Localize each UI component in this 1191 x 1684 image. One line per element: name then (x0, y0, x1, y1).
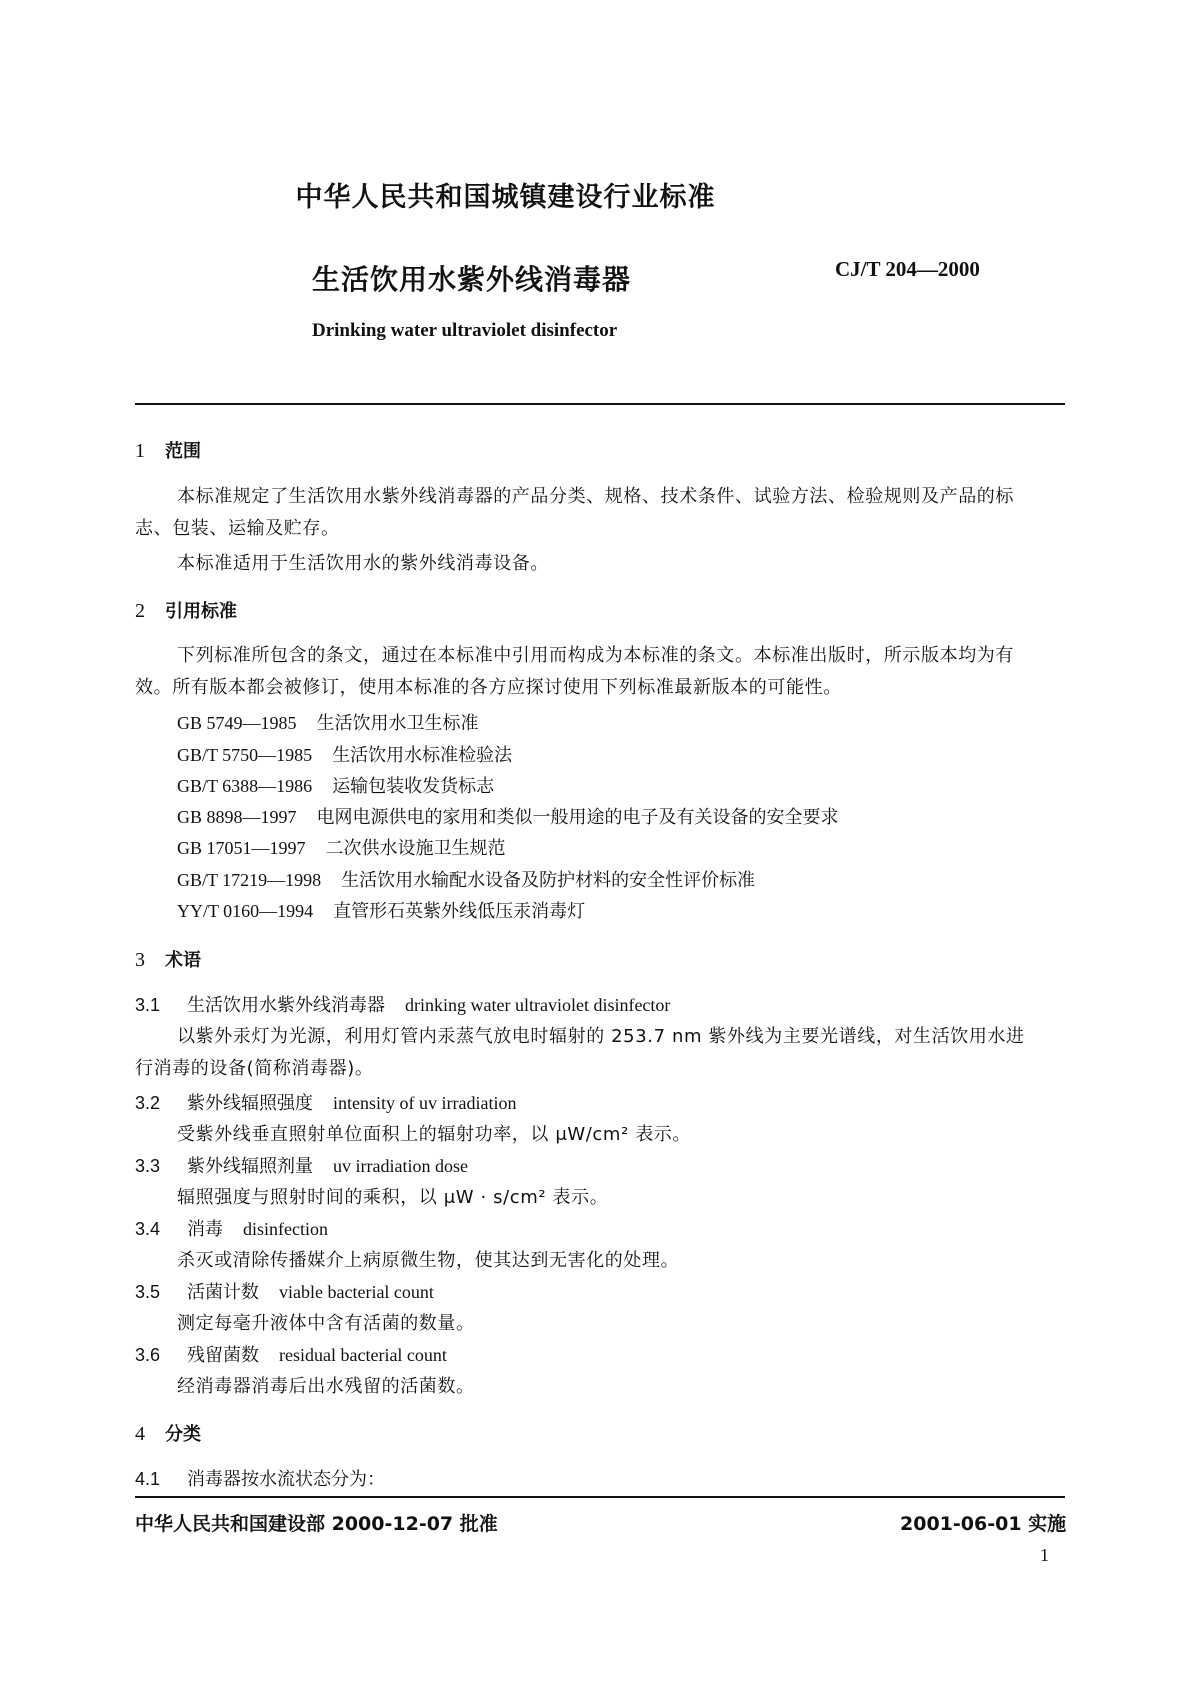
reference-item: GB/T 5750—1985 生活饮用水标准检验法 (177, 745, 513, 766)
term-3-5: 3.5 活菌计数 viable bacterial count (135, 1282, 434, 1303)
implementation-date: 2001-06-01 实施 (900, 1513, 1067, 1535)
section-2-paragraph-1: 下列标准所包含的条文，通过在本标准中引用而构成为本标准的条文。本标准出版时，所示版本均为有效。所有版本都会被修订，使用本标准的各方应探讨使用下列标准最新版本的可能性。 (135, 645, 1014, 698)
term-3-3-definition: 辐照强度与照射时间的乘积，以 μW · s/cm² 表示。 (177, 1187, 609, 1208)
header-divider (135, 403, 1065, 405)
footer-divider (135, 1496, 1065, 1498)
term-3-6: 3.6 残留菌数 residual bacterial count (135, 1345, 447, 1366)
term-3-6-definition: 经消毒器消毒后出水残留的活菌数。 (177, 1376, 475, 1397)
section-title: 术语 (165, 950, 201, 971)
term-3-2: 3.2 紫外线辐照强度 intensity of uv irradiation (135, 1093, 517, 1114)
section-1-paragraph-2: 本标准适用于生活饮用水的紫外线消毒设备。 (177, 553, 549, 574)
standard-type-heading: 中华人民共和国城镇建设行业标准 (295, 182, 716, 213)
section-number: 3 (135, 949, 145, 971)
reference-item: GB 17051—1997 二次供水设施卫生规范 (177, 838, 506, 859)
section-3-heading (135, 946, 201, 972)
term-3-3: 3.3 紫外线辐照剂量 uv irradiation dose (135, 1156, 468, 1177)
section-title: 范围 (165, 441, 201, 462)
document-title-english: Drinking water ultraviolet disinfector (312, 320, 618, 341)
term-3-1: 3.1 生活饮用水紫外线消毒器 drinking water ultraviolet disinfector (135, 995, 671, 1016)
section-1-heading (135, 437, 201, 463)
term-3-1-definition: 以紫外汞灯为光源，利用灯管内汞蒸气放电时辐射的 253.7 nm 紫外线为主要光谱线，对生活饮用水进行消毒的设备(简称消毒器)。 (135, 1026, 1025, 1079)
section-title: 分类 (165, 1424, 201, 1445)
section-1-paragraph-1: 本标准规定了生活饮用水紫外线消毒器的产品分类、规格、技术条件、试验方法、检验规则及产品的标志、包装、运输及贮存。 (135, 486, 1014, 539)
standard-code: CJ/T 204—2000 (835, 257, 980, 281)
reference-item: GB/T 17219—1998 生活饮用水输配水设备及防护材料的安全性评价标准 (177, 870, 756, 891)
section-number: 1 (135, 440, 145, 462)
approval-line: 中华人民共和国建设部 2000-12-07 批准 (135, 1513, 498, 1535)
section-2-heading (135, 597, 237, 623)
section-title: 引用标准 (165, 601, 237, 622)
reference-item: GB 5749—1985 生活饮用水卫生标准 (177, 713, 479, 734)
section-number: 2 (135, 600, 145, 622)
term-3-2-definition: 受紫外线垂直照射单位面积上的辐射功率，以 μW/cm² 表示。 (177, 1124, 692, 1145)
term-3-5-definition: 测定每毫升液体中含有活菌的数量。 (177, 1313, 475, 1334)
document-title-chinese: 生活饮用水紫外线消毒器 (312, 263, 632, 296)
section-4-heading (135, 1420, 201, 1446)
reference-item: GB/T 6388—1986 运输包装收发货标志 (177, 776, 495, 797)
clause-4-1: 4.1 消毒器按水流状态分为： (135, 1469, 385, 1490)
reference-item: GB 8898—1997 电网电源供电的家用和类似一般用途的电子及有关设备的安全要求 (177, 807, 839, 828)
term-3-4-definition: 杀灭或清除传播媒介上病原微生物，使其达到无害化的处理。 (177, 1250, 680, 1271)
page-number: 1 (1040, 1545, 1049, 1565)
section-number: 4 (135, 1423, 145, 1445)
term-3-4: 3.4 消毒 disinfection (135, 1219, 328, 1240)
reference-item: YY/T 0160—1994 直管形石英紫外线低压汞消毒灯 (177, 901, 586, 922)
